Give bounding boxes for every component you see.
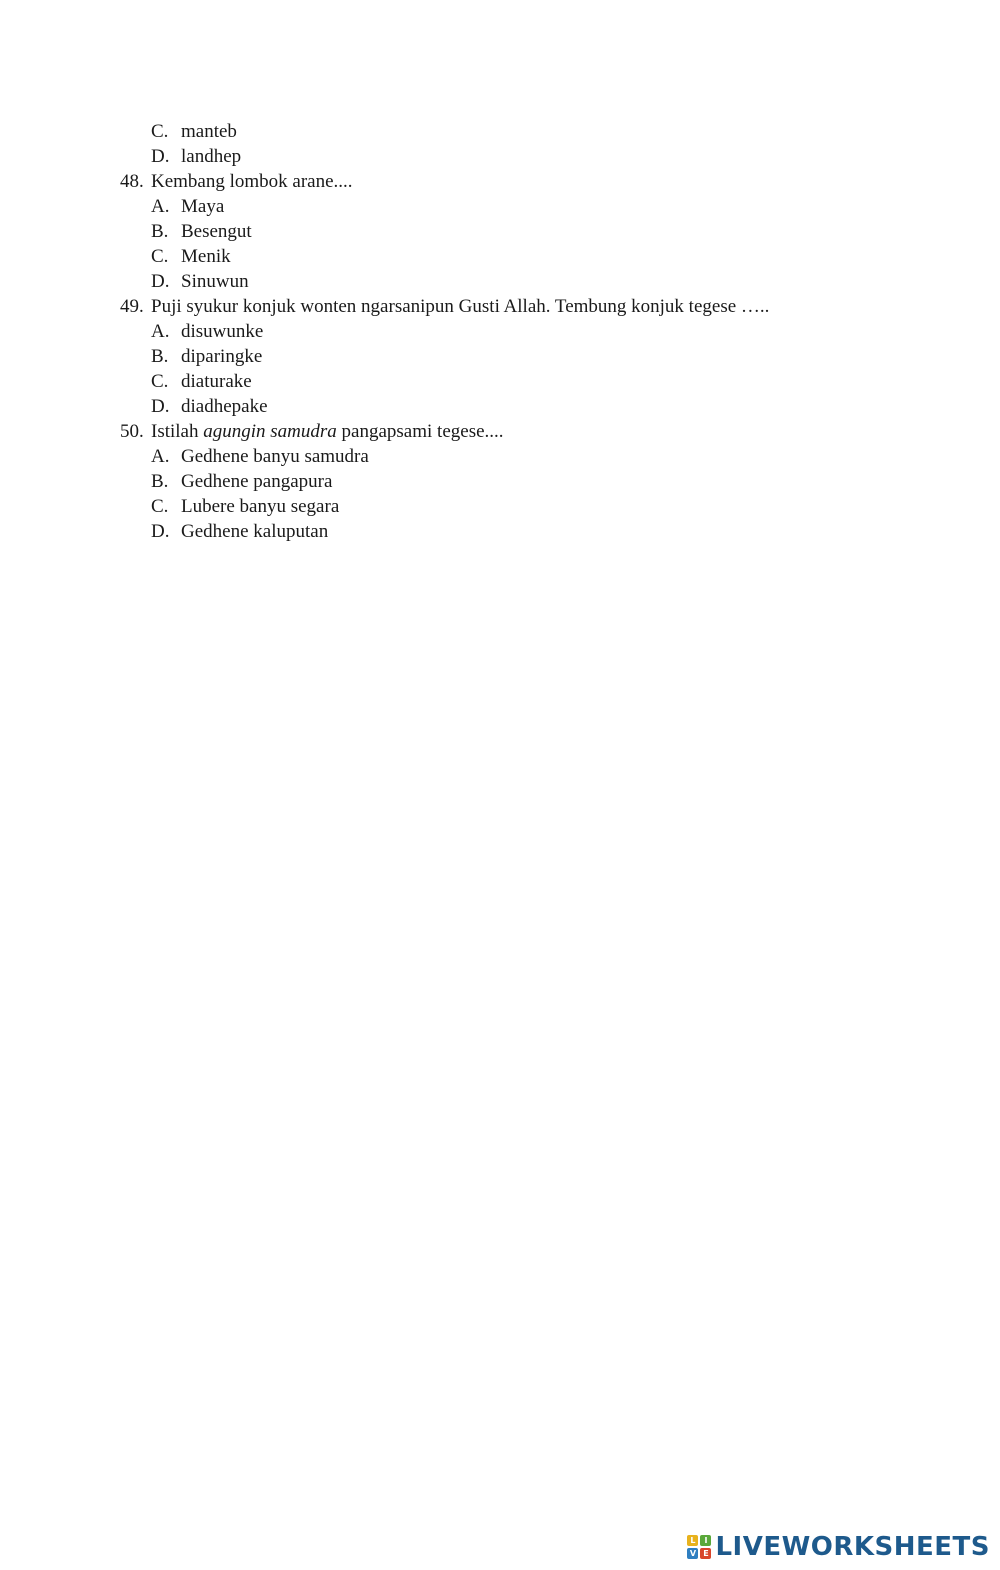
option-item: [120, 319, 940, 344]
option-letter: A.: [151, 196, 170, 217]
option-text: Gedhene banyu samudra: [181, 446, 369, 467]
option-text: diadhepake: [181, 396, 268, 417]
question-number: 49.: [120, 296, 144, 317]
question-number: 48.: [120, 171, 144, 192]
option-text: diaturake: [181, 371, 252, 392]
option-text: disuwunke: [181, 321, 264, 342]
logo-mark-cell: V: [687, 1548, 698, 1559]
option-text: Maya: [181, 196, 225, 217]
option-letter: D.: [151, 396, 170, 417]
question-text-italic: agungin samudra: [203, 421, 337, 442]
option-item: [120, 369, 940, 394]
option-item: [120, 469, 940, 494]
option-item: [120, 519, 940, 544]
option-letter: C.: [151, 246, 169, 267]
option-text: Gedhene pangapura: [181, 471, 333, 492]
question-48: [120, 169, 940, 194]
option-item: [120, 494, 940, 519]
option-item: [120, 444, 940, 469]
question-50: [120, 419, 940, 444]
option-letter: A.: [151, 446, 170, 467]
option-text: Lubere banyu segara: [181, 496, 340, 517]
option-letter: B.: [151, 221, 169, 242]
question-number: 50.: [120, 421, 144, 442]
option-letter: C.: [151, 371, 169, 392]
question-text-after: pangapsami tegese....: [336, 421, 504, 442]
option-letter: C.: [151, 496, 169, 517]
logo-text: LIVEWORKSHEETS: [715, 1532, 990, 1562]
question-text-before: Istilah: [151, 421, 204, 442]
option-letter: D.: [151, 146, 170, 167]
question-49: [120, 294, 940, 319]
logo-mark-cell: E: [700, 1548, 711, 1559]
liveworksheets-logo[interactable]: [687, 1532, 990, 1562]
option-text: landhep: [181, 146, 242, 167]
option-item: [120, 269, 940, 294]
option-item: [120, 194, 940, 219]
option-text: Besengut: [181, 221, 252, 242]
option-letter: B.: [151, 346, 169, 367]
option-text: manteb: [181, 121, 237, 142]
option-letter: D.: [151, 271, 170, 292]
option-text: Menik: [181, 246, 231, 267]
question-list: [120, 119, 940, 544]
option-letter: B.: [151, 471, 169, 492]
question-text: [151, 419, 504, 444]
question-text: Puji syukur konjuk wonten ngarsanipun Gusti Allah. Tembung konjuk tegese …..: [151, 296, 770, 317]
option-item: [120, 344, 940, 369]
logo-mark-cell: I: [700, 1535, 711, 1546]
question-text: Kembang lombok arane....: [151, 171, 353, 192]
option-text: Gedhene kaluputan: [181, 521, 329, 542]
option-letter: A.: [151, 321, 170, 342]
logo-mark-cell: L: [687, 1535, 698, 1546]
option-item: [120, 219, 940, 244]
logo-mark-icon: [687, 1535, 711, 1559]
option-text: Sinuwun: [181, 271, 249, 292]
option-item: [120, 244, 940, 269]
option-letter: D.: [151, 521, 170, 542]
option-text: diparingke: [181, 346, 263, 367]
option-item: [120, 144, 940, 169]
option-letter: C.: [151, 121, 169, 142]
option-item: [120, 394, 940, 419]
option-item: [120, 119, 940, 144]
